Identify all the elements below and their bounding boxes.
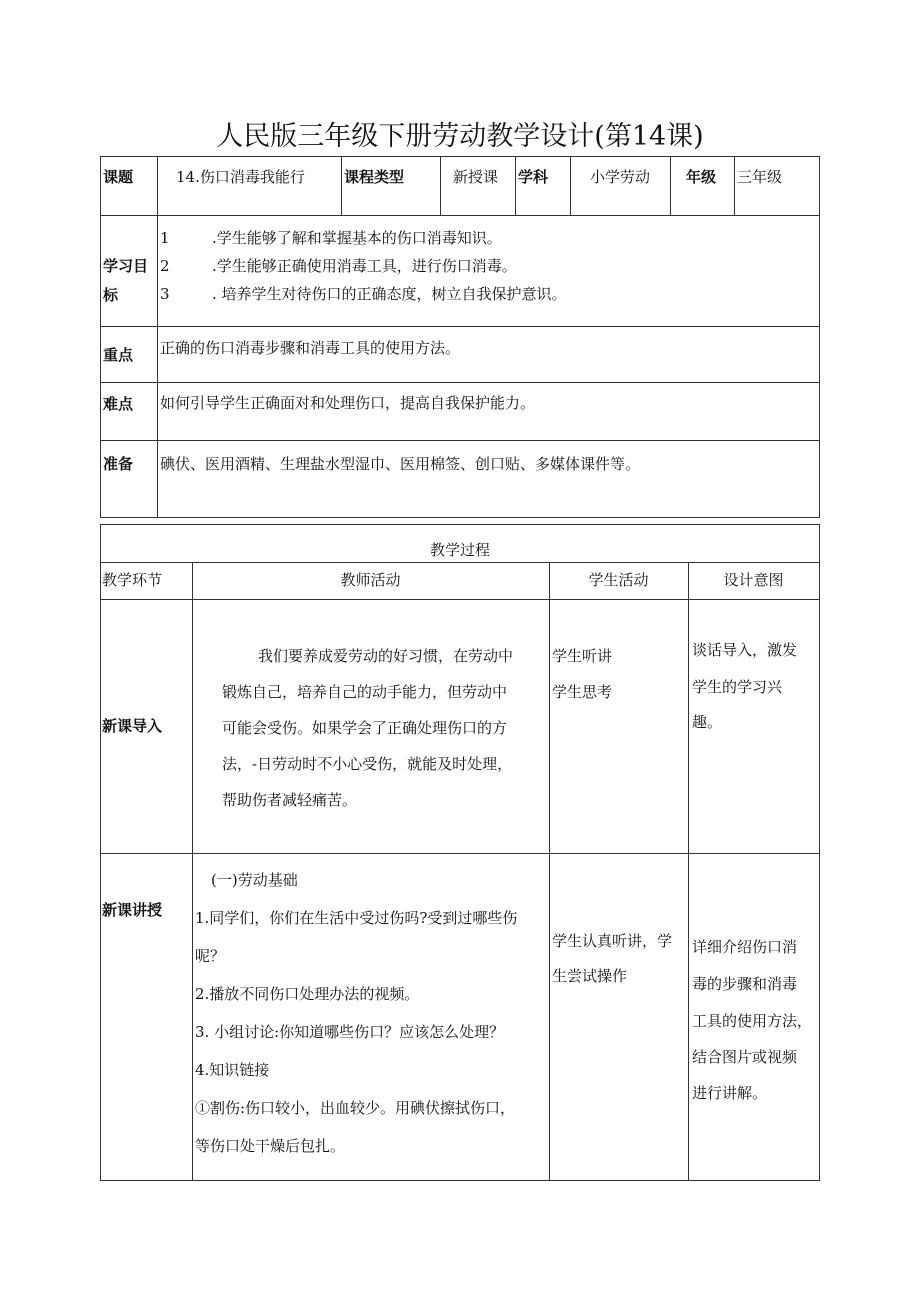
table-border	[549, 562, 550, 1181]
text-line: 3. 小组讨论:你知道哪些伤口？应该怎么处理？	[195, 1023, 505, 1041]
student-activity: 生尝试操作	[552, 967, 628, 985]
text-line: 等伤口处干燥后包扎。	[195, 1137, 346, 1155]
stage-label: 新课导入	[102, 717, 163, 735]
student-activity: 学生听讲	[552, 647, 613, 665]
teacher-activity	[195, 861, 547, 1165]
objective-text: .学生能够正确使用消毒工具，进行伤口消毒。	[212, 257, 517, 275]
text-line: 1.同学们，你们在生活中受过伤吗?受到过哪些伤	[195, 909, 518, 927]
table-border	[440, 156, 441, 216]
lesson-value: 14.伤口消毒我能行	[176, 168, 305, 186]
type-label: 课程类型	[344, 168, 405, 186]
text-line: 呢？	[195, 947, 226, 965]
table-border	[670, 156, 671, 216]
table-border	[100, 215, 820, 216]
table-border	[819, 524, 820, 1181]
table-border	[515, 156, 516, 216]
objectives-label: 标	[103, 286, 119, 304]
design-intent: 进行讲解。	[692, 1084, 768, 1102]
table-border	[100, 562, 820, 563]
column-header: 教师活动	[340, 571, 401, 589]
design-intent: 详细介绍伤口消	[692, 938, 798, 956]
objective-text: .学生能够了解和掌握基本的伤口消毒知识。	[212, 229, 502, 247]
subject-value: 小学劳动	[590, 168, 651, 186]
table-border	[100, 440, 820, 441]
table-border	[100, 326, 820, 327]
table-border	[100, 1180, 820, 1181]
column-header: 学生活动	[588, 571, 649, 589]
text-line: ①割伤:伤口较小，出血较少。用碘伏擦拭伤口，	[195, 1099, 516, 1117]
preparation-label: 准备	[103, 455, 134, 473]
preparation-text: 碘伏、医用酒精、生理盐水型湿巾、医用棉签、创口贴、多媒体课件等。	[160, 455, 641, 473]
column-header: 设计意图	[723, 571, 784, 589]
text-line: 2.播放不同伤口处理办法的视频。	[195, 985, 420, 1003]
objective-number: 2	[160, 257, 170, 275]
table-border	[157, 156, 158, 518]
table-border	[192, 562, 193, 1181]
text-line: 法，-日劳动时不小心受伤，就能及时处理，	[222, 755, 513, 773]
table-border	[734, 156, 735, 216]
student-activity: 学生思考	[552, 683, 613, 701]
grade-value: 三年级	[737, 168, 783, 186]
difficulty-text: 如何引导学生正确面对和处理伤口，提高自我保护能力。	[160, 394, 536, 412]
design-intent: 毒的步骤和消毒	[692, 975, 798, 993]
table-border	[100, 853, 820, 854]
table-border	[100, 599, 820, 600]
table-border	[341, 156, 342, 216]
table-border	[100, 156, 101, 518]
text-line: 帮助伤者减轻痛苦。	[222, 791, 358, 809]
design-intent: 学生的学习兴	[692, 678, 783, 696]
text-line: (一)劳动基础	[211, 871, 298, 889]
table-border	[100, 524, 820, 525]
text-line: 可能会受伤。如果学会了正确处理伤口的方	[222, 719, 508, 737]
text-line: 我们要养成爱劳动的好习惯，在劳动中	[258, 647, 514, 665]
process-caption: 教学过程	[429, 541, 490, 559]
text-line: 4.知识链接	[195, 1061, 270, 1079]
page-title: 人民版三年级下册劳动教学设计(第14课)	[216, 121, 704, 152]
design-intent: 结合图片或视频	[692, 1048, 798, 1066]
subject-label: 学科	[518, 168, 549, 186]
stage-label: 新课讲授	[102, 901, 163, 919]
objective-text: . 培养学生对待伤口的正确态度，树立自我保护意识。	[212, 285, 567, 303]
table-border	[688, 562, 689, 1181]
table-border	[100, 517, 820, 518]
table-border	[100, 156, 820, 157]
key-point-text: 正确的伤口消毒步骤和消毒工具的使用方法。	[160, 339, 461, 357]
key-point-label: 重点	[103, 346, 134, 364]
difficulty-label: 难点	[103, 395, 134, 413]
text-line: 锻炼自己，培养自己的动手能力，但劳动中	[222, 683, 508, 701]
objective-number: 1	[160, 229, 170, 247]
table-border	[819, 156, 820, 518]
student-activity: 学生认真听讲，学	[552, 932, 673, 950]
column-header: 教学环节	[102, 571, 163, 589]
design-intent: 趣。	[692, 713, 723, 731]
lesson-label: 课题	[103, 168, 134, 186]
table-border	[100, 382, 820, 383]
type-value: 新授课	[453, 168, 499, 186]
design-intent: 工具的使用方法，	[692, 1012, 813, 1030]
objective-number: 3	[160, 285, 170, 303]
table-border	[100, 524, 101, 1181]
grade-label: 年级	[686, 168, 717, 186]
teacher-activity	[196, 638, 548, 818]
table-border	[570, 156, 571, 216]
design-intent: 谈话导入，激发	[692, 641, 798, 659]
objectives-label: 学习目	[103, 257, 149, 275]
